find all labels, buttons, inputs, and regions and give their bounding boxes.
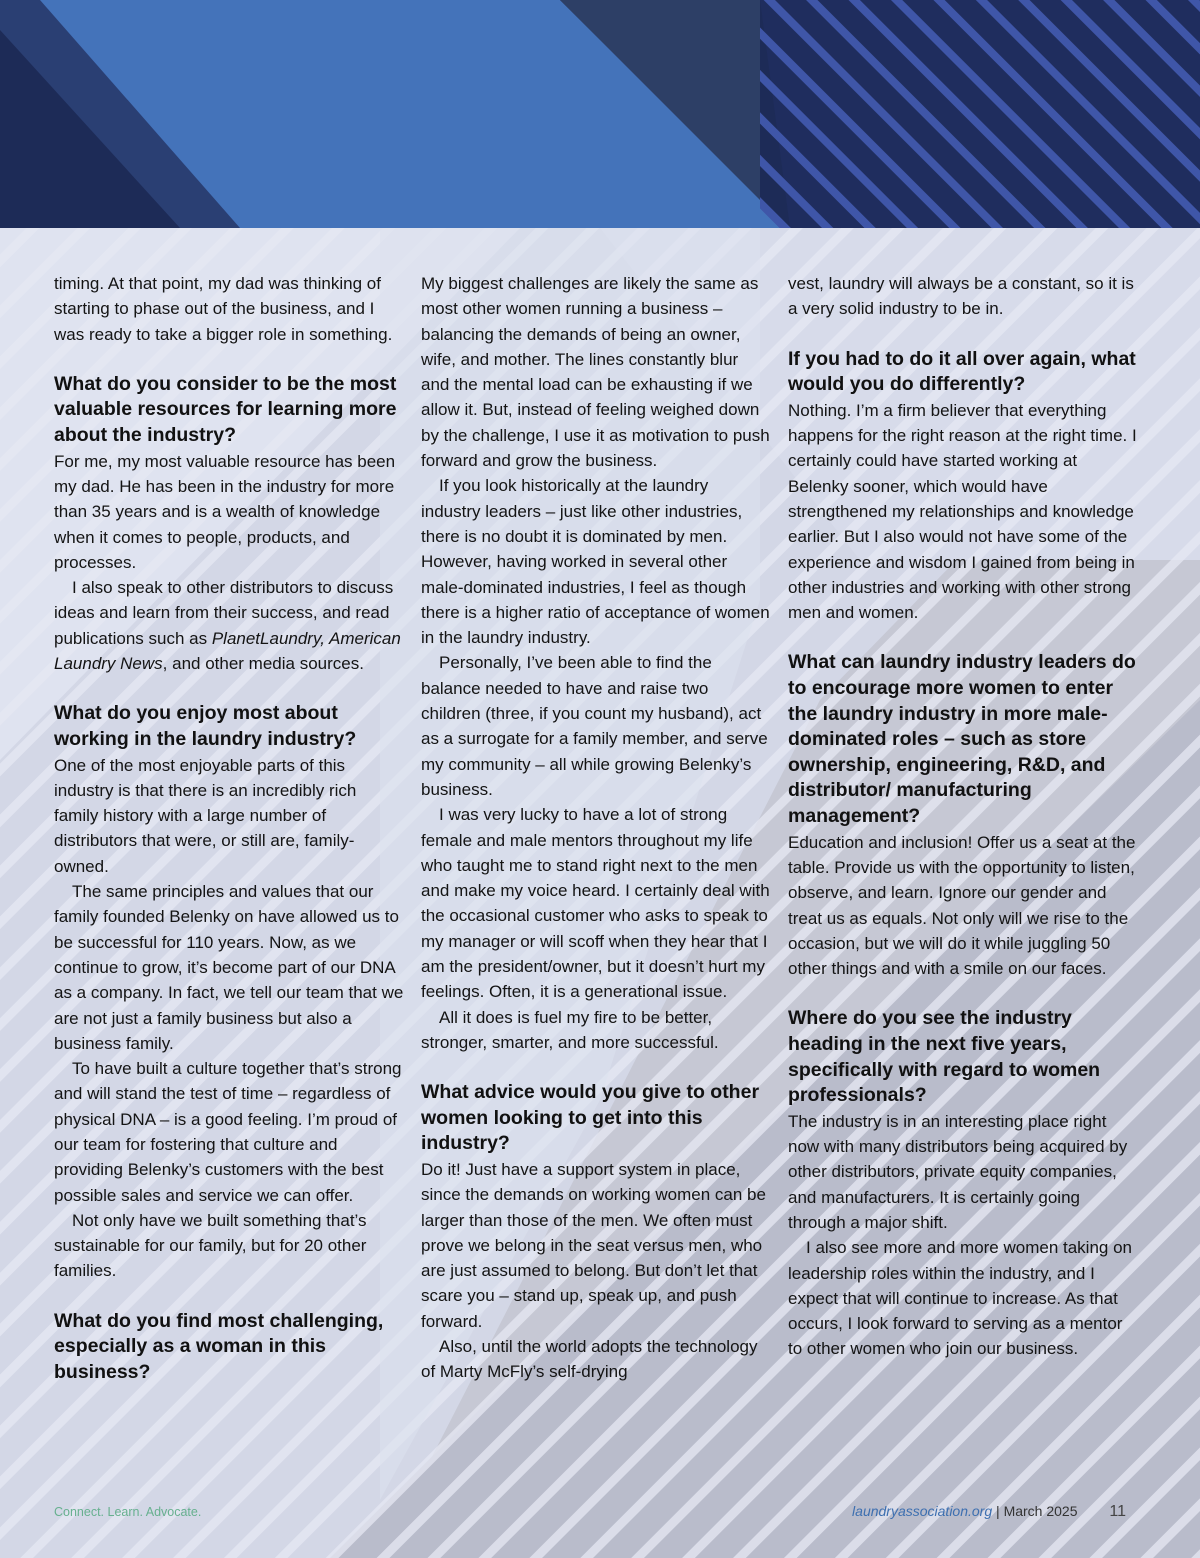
answer-paragraph: Not only have we built something that’s sustainable for our family, but for 20 other families. (54, 1210, 367, 1281)
section-spacer (788, 625, 1138, 650)
answer-paragraph: I also see more and more women taking on leadership roles within the industry, and I expect that will continue to increase. As that occurs, I look forward to serving as a mentor to other women who join our business. (788, 1238, 1133, 1359)
answer-paragraph: For me, my most valuable resource has been my dad. He has been in the industry for more than 35 years and is a wealth of knowledge when it comes to people, products, and processes. (54, 451, 396, 572)
answer-paragraph: vest, laundry will always be a constant, so it is a very solid industry to be in. (788, 274, 1134, 319)
answer-paragraph: I was very lucky to have a lot of strong female and male mentors throughout my life who taught me to stand right next to the men and make my voice heard. I certainly deal with the occasional customer who asks to speak to my manager or will scoff when they hear that I am the president/owner, but it doesn’t hurt my feelings. Often, it is a generational issue. (421, 805, 770, 1002)
article-column-3 (788, 271, 1138, 1362)
section-spacer (788, 322, 1138, 347)
answer-paragraph: The industry is in an interesting place right now with many distributors being acquired by other distributors, private equity companies, and manufacturers. It is certainly going through a major shift. (788, 1111, 1128, 1232)
answer-paragraph: The same principles and values that our family founded Belenky on have allowed us to be successful for 110 years. Now, as we continue to grow, it’s become part of our DNA as a company. In fact, we tell our team that we are not just a family business but also a business family. (54, 882, 404, 1053)
answer-paragraph: If you look historically at the laundry industry leaders – just like other industries, there is no doubt it is dominated by men. However, having worked in several other male-dominated industries, I feel as though there is a higher ratio of acceptance of women in the laundry industry. (421, 476, 770, 648)
page-number: 11 (1109, 1503, 1126, 1520)
interview-question: Where do you see the industry heading in the next five years, specifically with regard to women professionals? (788, 1007, 1101, 1107)
interview-question: If you had to do it all over again, what would you do differently? (788, 347, 1136, 396)
article-column-2 (421, 271, 771, 1385)
section-spacer (54, 347, 404, 372)
footer-info (852, 1503, 1126, 1521)
interview-question: What do you find most challenging, especially as a woman in this business? (54, 1309, 384, 1383)
interview-question: What do you enjoy most about working in the laundry industry? (54, 702, 357, 750)
footer-tagline: Connect. Learn. Advocate. (54, 1505, 202, 1519)
interview-question: What advice would you give to other women looking to get into this industry? (421, 1081, 760, 1155)
answer-paragraph: One of the most enjoyable parts of this industry is that there is an incredibly rich family history with a large number of distributors that were, or still are, family-owned. (54, 755, 357, 876)
footer-separator: | (996, 1503, 1000, 1519)
answer-paragraph: Nothing. I’m a firm believer that everything happens for the right reason at the right time. I certainly could have started working at Belenky sooner, which would have strengthened my relationships and knowledge earlier. But I also would not have some of the experience and wisdom I gained from being in other industries and working with other strong men and women. (788, 400, 1137, 623)
section-spacer (421, 1055, 771, 1080)
section-spacer (788, 981, 1138, 1006)
interview-question: What can laundry industry leaders do to encourage more women to enter the laundry industry in more male-dominated roles – such as store ownership, engineering, R&D, and distributor/ manufacturing management? (788, 651, 1136, 828)
answer-paragraph: timing. At that point, my dad was thinking of starting to phase out of the business, and I was ready to take a bigger role in something. (54, 274, 393, 344)
answer-paragraph: Education and inclusion! Offer us a seat at the table. Provide us with the opportunity to listen, observe, and learn. Ignore our gender and treat us as equals. Not only will we rise to the occasion, but we will do it while juggling 50 other things and with a smile on our faces. (788, 832, 1136, 979)
paragraph-text: I also speak to other distributors to discuss ideas and learn from their success, and read publications such as (54, 578, 394, 648)
answer-paragraph: My biggest challenges are likely the same as most other women running a business – balancing the demands of being an owner, wife, and mother. The lines constantly blur and the mental load can be exhausting if we allow it. But, instead of feeling weighed down by the challenge, I use it as motivation to push forward and grow the business. (421, 274, 770, 471)
answer-paragraph: All it does is fuel my fire to be better, stronger, smarter, and more successful. (421, 1007, 719, 1052)
paragraph-text: , and other media sources. (162, 654, 364, 674)
answer-paragraph (54, 575, 404, 676)
section-spacer (54, 676, 404, 701)
section-spacer (54, 1284, 404, 1309)
publication-titles: PlanetLaundry, American Laundry News (54, 628, 401, 674)
interview-question: What do you consider to be the most valuable resources for learning more about the industry? (54, 372, 397, 447)
footer-website-link[interactable]: laundryassociation.org (852, 1503, 993, 1519)
answer-paragraph: Also, until the world adopts the technology of Marty McFly’s self-drying (421, 1337, 758, 1382)
answer-paragraph: To have built a culture together that’s strong and will stand the test of time – regardless of physical DNA – is a good feeling. I’m proud of our team for fostering that culture and providing Belenky’s customers with the best possible sales and service we can offer. (54, 1059, 402, 1205)
answer-paragraph: Personally, I’ve been able to find the balance needed to have and raise two children (three, if you count my husband), act as a surrogate for a family member, and serve my community – all while growing Belenky’s business. (421, 653, 768, 799)
article-column-1 (54, 271, 404, 1386)
answer-paragraph: Do it! Just have a support system in place, since the demands on working women can be larger than those of the men. We often must prove we belong in the seat versus men, who are just assumed to belong. But don’t let that scare you – stand up, speak up, and push forward. (421, 1159, 766, 1331)
footer-issue-date: March 2025 (1003, 1503, 1078, 1519)
